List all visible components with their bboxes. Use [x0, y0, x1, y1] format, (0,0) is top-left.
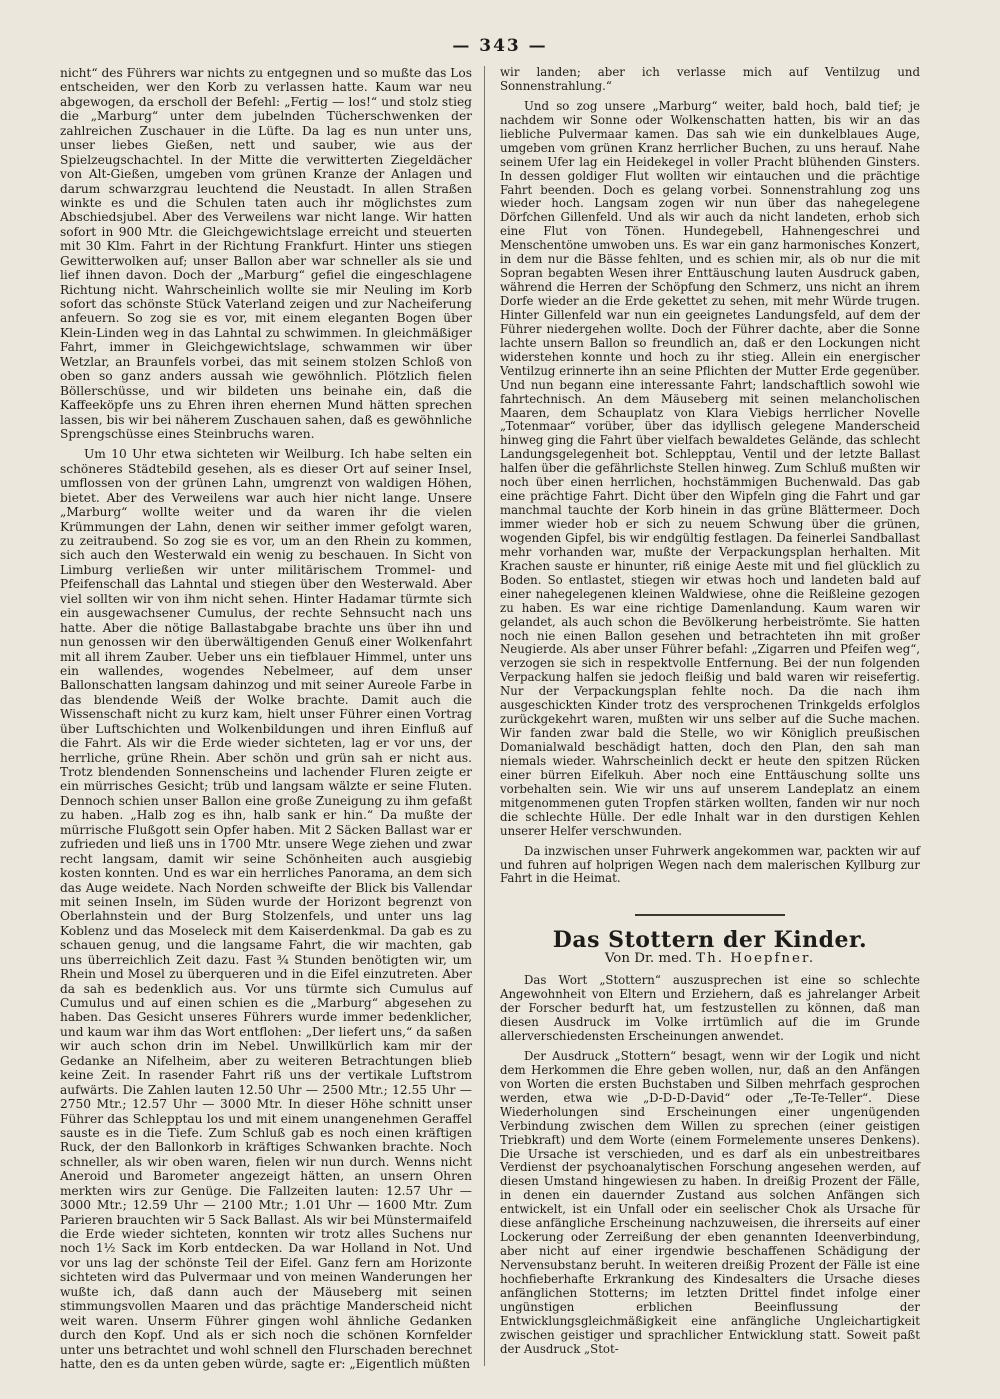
- article-byline: [500, 952, 920, 966]
- article-stottern: [500, 914, 920, 1356]
- article-paragraph: Das Wort „Stottern“ auszusprechen ist eine so schlechte Angewohnheit von Eltern und Erziehern, daß es jahrelanger Arbeit der Forscher bedurft hat, um festzustellen zu können, daß man diesen Ausdruck im Volke irrtümlich auf die im Grunde allerverschiedensten Erscheinungen anwendet.: [500, 973, 920, 1043]
- byline-prefix: Von Dr. med.: [604, 951, 692, 967]
- article-title: Das Stottern der Kinder.: [552, 927, 868, 954]
- left-paragraph: Um 10 Uhr etwa sichteten wir Weilburg. Ich habe selten ein schöneres Städtebild gesehen, als es dieser Ort auf seiner Insel, umflossen von der grünen Lahn, umgrenzt von waldigen Höhen, bietet. Aber des Verweilens war auch hier nicht lange. Unsere „Marburg“ wollte weiter und da waren ihr die vielen Krümmungen der Lahn, denen wir seither immer gefolgt waren, zu zeitraubend. So zog sie es vor, um an den Rhein zu kommen, sich auch den Westerwald ein wenig zu beschauen. In Sicht von Limburg verließen wir unter militärischem Trommel- und Pfeifenschall das Lahntal und stiegen über den Westerwald. Aber viel sollten wir von ihm nicht sehen. Hinter Hadamar türmte sich ein ausgewachsener Cumulus, der rechte Sehnsucht nach uns hatte. Aber die nötige Ballastabgabe brachte uns über ihn und nun genossen wir den überwältigenden Genuß einer Wolkenfahrt mit all ihrem Zauber. Ueber uns ein tiefblauer Himmel, unter uns ein wallendes, wogendes Nebelmeer, auf dem unser Ballonschatten langsam dahinzog und mit seiner Aureole Farbe in das blendende Weiß der Wolke brachte. Damit auch die Wissenschaft nicht zu kurz kam, hielt unser Führer einen Vortrag über Luftschichten und Wolkenbildungen und ihren Einfluß auf die Fahrt. Als wir die Erde wieder sichteten, lag er vor uns, der herrliche, grüne Rhein. Aber schön und grün sah er nicht aus. Trotz blendenden Sonnenscheins und lachender Fluren zeigte er ein mürrisches Gesicht; trüb und langsam wälzte er seine Fluten. Dennoch schien unser Ballon eine große Zuneigung zu ihm gefaßt zu haben. „Halb zog es ihn, halb sank er hin.“ Da mußte der mürrische Flußgott sein Opfer haben. Mit 2 Säcken Ballast war er zufrieden und ließ uns in 1700 Mtr. unsere Wege ziehen und zwar recht langsam, damit wir seine Schönheiten auch ausgiebig kosten konnten. Und es war ein herrliches Panorama, an dem sich das Auge weidete. Nach Norden schweifte der Blick bis Vallendar mit seinen Inseln, im Süden wurde der Horizont begrenzt von Oberlahnstein und der Burg Stolzenfels, und unter uns lag Koblenz und das Moseleck mit dem Kaiserdenkmal. Da gab es zu schauen genug, und die langsame Fahrt, die wir machten, gab uns überreichlich Zeit dazu. Fast ¾ Stunden benötigten wir, um Rhein und Mosel zu überqueren und in die Eifel einzutreten. Aber da sah es bedenklich aus. Vor uns türmte sich Cumulus auf Cumulus und auf einen schien es die „Marburg“ abgesehen zu haben. Das Gesicht unseres Führers wurde immer bedenklicher, und kaum war ihm das Wort entflohen: „Der liefert uns,“ da saßen wir auch schon drin im Nebel. Unwillkürlich kam mir der Gedanke an Nifelheim, aber zu weiteren Betrachtungen blieb keine Zeit. In rasender Fahrt riß uns der vertikale Luftstrom aufwärts. Die Zahlen lauten 12.50 Uhr — 2500 Mtr.; 12.55 Uhr — 2750 Mtr.; 12.57 Uhr — 3000 Mtr. In dieser Höhe schnitt unser Führer das Schlepptau los und mit einem unangenehmen Geraffel sauste es in die Tiefe. Zum Schluß gab es noch einen kräftigen Ruck, der den Ballonkorb in kräftiges Schwanken brachte. Noch schneller, als wir oben waren, fielen wir nun durch. Wenns nicht Aneroid und Barometer angezeigt hätten, an unsern Ohren merkten wirs zur Genüge. Die Fallzeiten lauten: 12.57 Uhr — 3000 Mtr.; 12.59 Uhr — 2100 Mtr.; 1.01 Uhr — 1600 Mtr. Zum Parieren brauchten wir 5 Sack Ballast. Als wir bei Münstermaifeld die Erde wieder sichteten, konnten wir trotz alles Suchens nur noch 1½ Sack im Korb entdecken. Da war Holland in Not. Und vor uns lag der schönste Teil der Eifel. Ganz fern am Horizonte sichteten wird das Pulvermaar und von meinen Wanderungen her wußte ich, daß dann auch der Mäuseberg mit seinen stimmungsvollen Maaren und das prächtige Manderscheid nicht weit waren. Unserm Führer gingen wohl ähnliche Gedanken durch den Kopf. Und als er sich noch die schönen Kornfelder unter uns betrachtet und wohl schnell den Flurschaden berechnet hatte, den es da unten geben würde, sagte er: „Eigentlich müßten: [60, 447, 472, 1371]
- byline-author: Th. Hoepfner.: [696, 951, 816, 967]
- article-separator: [635, 914, 785, 916]
- column-divider: [484, 66, 485, 1366]
- left-paragraph: nicht“ des Führers war nichts zu entgegnen und so mußte das Los entscheiden, wer den Korb zu verlassen hatte. Kaum war neu abgewogen, da erscholl der Befehl: „Fertig — los!“ und stolz stieg die „Marburg“ unter dem jubelnden Tücherschwenken der zahlreichen Zuschauer in die Lüfte. Da lag es nun unter uns, unser liebes Gießen, nett und sauber, wie aus der Spielzeugschachtel. In der Mitte die verwitterten Ziegeldächer von Alt-Gießen, umgeben vom grünen Kranze der Anlagen und darum schwarzgrau leuchtend die Neustadt. In allen Straßen winkte es und die Schulen taten auch ihr möglichstes zum Abschiedsjubel. Aber des Verweilens war nicht lange. Wir hatten sofort in 900 Mtr. die Gleichgewichtslage erreicht und steuerten mit 30 Klm. Fahrt in der Richtung Frankfurt. Hinter uns stiegen Gewitterwolken auf; unser Ballon aber war schneller als sie und lief ihnen davon. Doch der „Marburg“ gefiel die eingeschlagene Richtung nicht. Wahrscheinlich wollte sie mir Neuling im Korb sofort das schönste Stück Vaterland zeigen und zur Nacheiferung anfeuern. So zog sie es vor, mit einem eleganten Bogen über Klein-Linden weg in das Lahntal zu schwimmen. In gleichmäßiger Fahrt, immer in Gleichgewichtslage, schwammen wir über Wetzlar, an Braunfels vorbei, das mit seinem stolzen Schloß von oben so ganz anders aussah wie gewöhnlich. Plötzlich fielen Böllerschüsse, und wir bildeten uns beinahe ein, daß die Kaffeeköpfe uns zu Ehren ihren ehernen Mund hätten sprechen lassen, bis wir bei näherem Zuschauen sahen, daß es gewöhnliche Sprengschüsse eines Steinbruchs waren.: [60, 66, 472, 441]
- page-number: — 343 —: [452, 36, 548, 56]
- right-paragraph: Und so zog unsere „Marburg“ weiter, bald hoch, bald tief; je nachdem wir Sonne oder Wolkenschatten hatten, bis wir an das liebliche Pulvermaar kamen. Das sah wie ein dunkelblaues Auge, umgeben vom grünen Kranz herrlicher Buchen, zu uns herauf. Nahe seinem Ufer lag ein Heidekegel in voller Pracht blühenden Ginsters. In dessen goldiger Flut wollten wir eintauchen und die prächtige Fahrt beenden. Doch es gelang vorbei. Sonnenstrahlung zog uns wieder hoch. Langsam zogen wir nun über das nahegelegene Dörfchen Gillenfeld. Und als wir auch da nicht landeten, erhob sich eine Flut von Tönen. Hundegebell, Hahnengeschrei und Menschentöne umwoben uns. Es war ein ganz harmonisches Konzert, in dem nur die Bässe fehlten, und es schien mir, als ob nur die mit Sopran begabten Wesen ihrer Enttäuschung lauten Ausdruck gaben, während die Herren der Schöpfung den Schmerz, uns nicht an ihrem Dorfe wieder an die Erde gekettet zu sehen, mit mehr Würde trugen. Hinter Gillenfeld war nun ein geeignetes Landungsfeld, auf dem der Führer niedergehen wollte. Doch der Führer dachte, aber die Sonne lachte unsern Ballon so freundlich an, daß er den Lockungen nicht widerstehen konnte und hoch zu ihr stieg. Allein ein energischer Ventilzug erinnerte ihn an seine Pflichten der Mutter Erde gegenüber. Und nun begann eine interessante Fahrt; landschaftlich sowohl wie fahrtechnisch. An dem Mäuseberg mit seinen melancholischen Maaren, dem Schauplatz von Klara Viebigs herrlicher Novelle „Totenmaar“ vorüber, über das idyllisch gelegene Manderscheid hinweg ging die Fahrt über vielfach bewaldetes Gelände, das schlecht Landungsgelegenheit bot. Schlepptau, Ventil und der letzte Ballast halfen über die gefährlichste Stellen hinweg. Zum Schluß mußten wir noch über einen herrlichen, hochstämmigen Buchenwald. Das gab eine prächtige Fahrt. Dicht über den Wipfeln ging die Fahrt und gar manchmal tauchte der Korb hinein in das grüne Blättermeer. Doch immer wieder hob er sich zu neuem Schwung über die grünen, wogenden Gipfel, bis wir endgültig festlagen. Da feinerlei Sandballast mehr vorhanden war, mußte der Verpackungsplan herhalten. Mit Krachen sauste er hinunter, riß einige Aeste mit und fiel glücklich zu Boden. So entlastet, stiegen wir etwas hoch und landeten bald auf einer nahegelegenen kleinen Waldwiese, ohne die Reißleine gezogen zu haben. Es war eine richtige Damenlandung. Kaum waren wir gelandet, als auch schon die Bevölkerung herbeiströmte. Sie hatten noch nie einen Ballon gesehen und betrachteten ihn mit großer Neugierde. Als aber unser Führer befahl: „Zigarren und Pfeifen weg“, verzogen sie sich in respektvolle Entfernung. Bei der nun folgenden Verpackung halfen sie jedoch fleißig und bald waren wir reisefertig. Nur der Verpackungsplan fehlte noch. Da die nach ihm ausgeschickten Kinder trotz des versprochenen Trinkgelds erfolglos zurückgekehrt waren, mußten wir uns selber auf die Suche machen. Wir fanden zwar bald die Stelle, wo wir Königlich preußischen Domanialwald beschädigt hatten, doch den Plan, den sah man niemals wieder. Wahrscheinlich deckt er heute den spitzen Rücken einer bürren Eifelkuh. Aber noch eine Enttäuschung sollte uns vorbehalten sein. Wie wir uns auf unserem Landeplatz an einem mitgenommenen guten Tropfen stärken wollten, fanden wir nur noch die schlechte Hülle. Der edle Inhalt war in den durstigen Kehlen unserer Helfer verschwunden.: [500, 98, 920, 838]
- right-paragraph: Da inzwischen unser Fuhrwerk angekommen war, packten wir auf und fuhren auf holprigen Wegen nach dem malerischen Kyllburg zur Fahrt in die Heimat.: [500, 843, 920, 886]
- right-paragraph: wir landen; aber ich verlasse mich auf Ventilzug und Sonnenstrahlung.“: [500, 65, 920, 93]
- article-paragraph: Der Ausdruck „Stottern“ besagt, wenn wir der Logik und nicht dem Herkommen die Ehre geben wollen, nur, daß an den Anfängen von Worten die ersten Buchstaben und Silben mehrfach gesprochen werden, etwa wie „D-D-D-David“ oder „Te-Te-Teller“. Diese Wiederholungen sind Erscheinungen einer ungenügenden Verbindung zwischen dem Willen zu sprechen (einer geistigen Triebkraft) und dem Worte (einem Formelemente unseres Denkens). Die Ursache ist verschieden, und es darf als ein unbestreitbares Verdienst der psychoanalytischen Forschung angesehen werden, auf diesen Umstand hingewiesen zu haben. In dreißig Prozent der Fälle, in denen ein dauernder Zustand aus solchen Anfängen sich entwickelt, ist ein Unfall oder ein seelischer Chok als Ursache für diese anfängliche Erscheinung nachzuweisen, die ihrerseits auf einer Lockerung oder Zerreißung der eben genannten Ideenverbindung, aber nicht auf einer irgendwie beschaffenen Schädigung der Nervensubstanz beruht. In weiteren dreißig Prozent der Fälle ist eine hochfieberhafte Erkrankung des Kindesalters die Ursache dieses anfänglichen Stotterns; im letzten Drittel findet infolge einer ungünstigen erblichen Beeinflussung der Entwicklungsgleichmäßigkeit eine anfängliche Ungleichartigkeit zwischen geistiger und sprachlicher Entwicklung statt. Soweit paßt der Ausdruck „Stot-: [500, 1048, 920, 1356]
- right-column: [500, 66, 920, 1363]
- left-column: [60, 66, 472, 1377]
